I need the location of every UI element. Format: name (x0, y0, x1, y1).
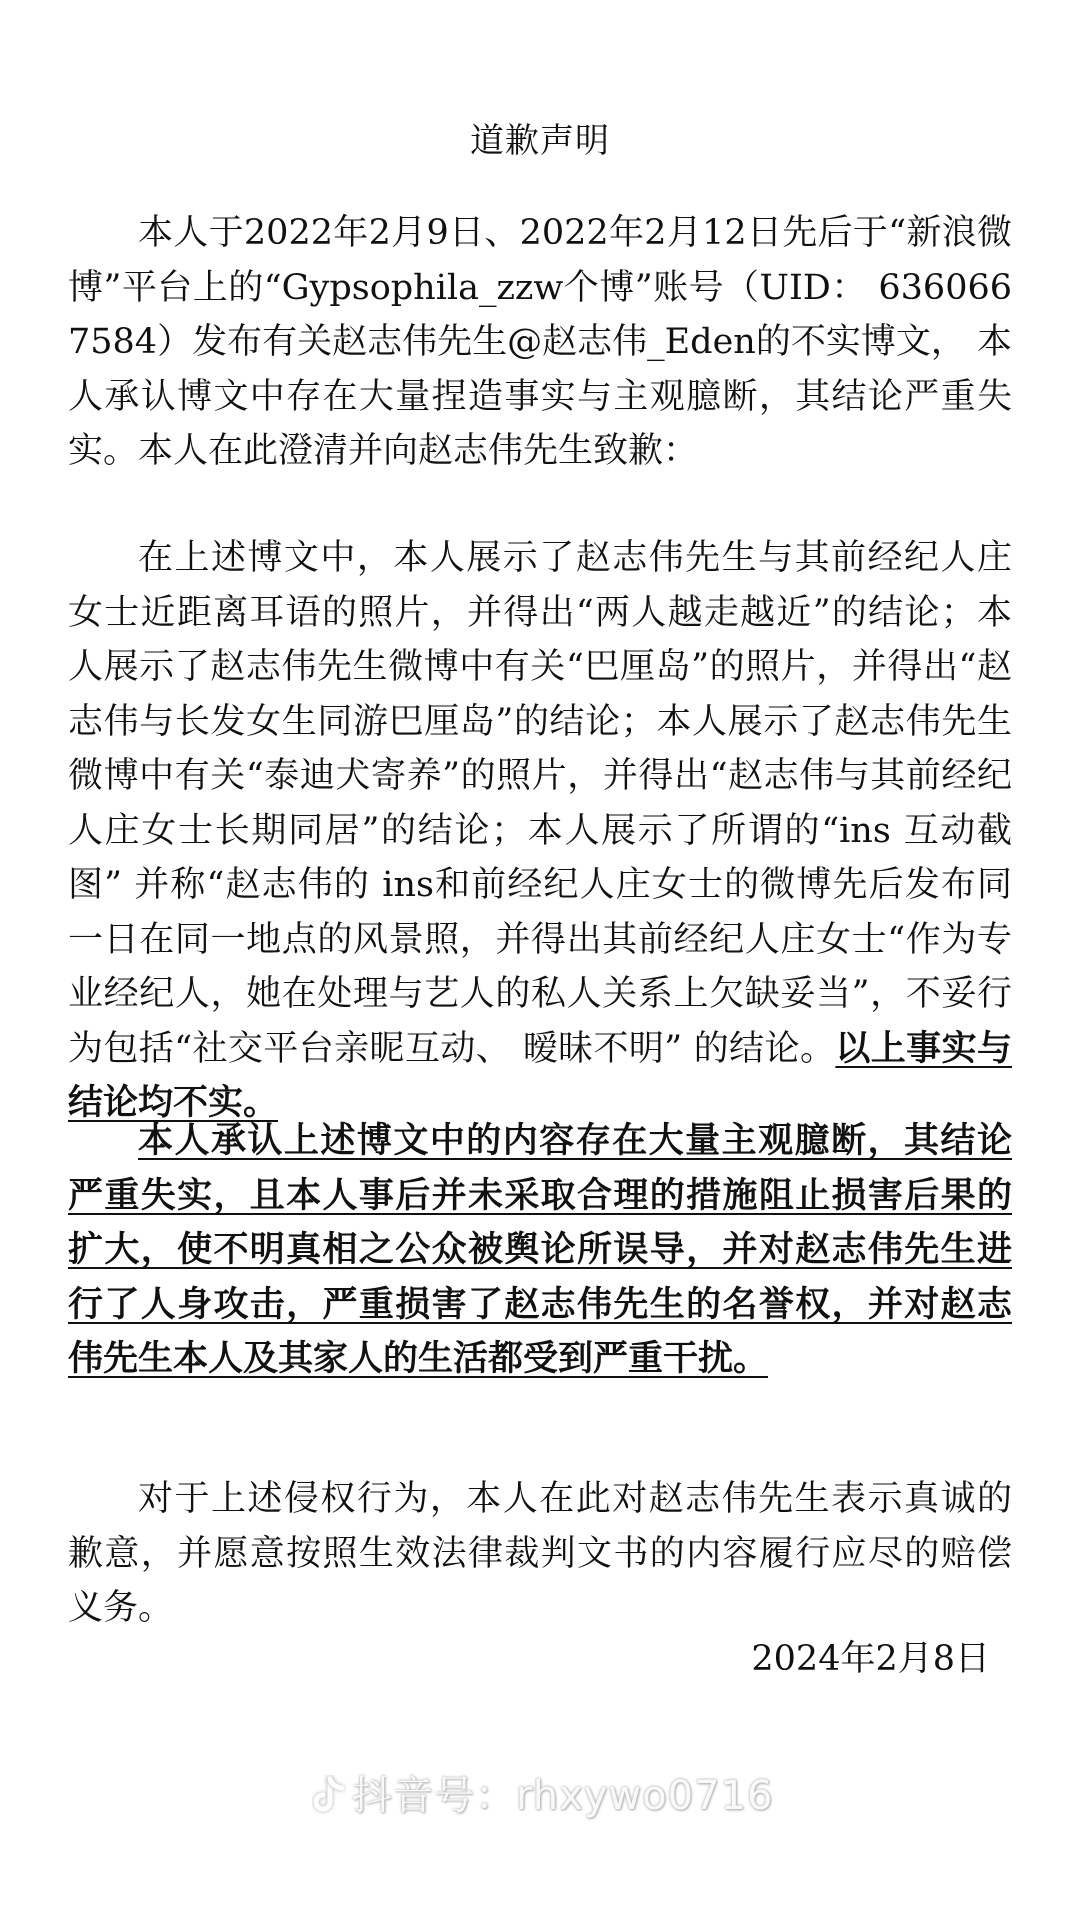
paragraph-details (68, 531, 1012, 1131)
douyin-logo-icon (312, 1775, 346, 1815)
paragraph-intro: 本人于2022年2月9日、2022年2月12日先后于“新浪微博”平台上的“Gypsophila_zzw个博”账号（UID： 6360667584）发布有关赵志伟先生@赵志伟_Eden的不实博文， 本人承认博文中存在大量捏造事实与主观臆断，其结论严重失实。本人在此澄清并向赵志伟先生致歉： (68, 213, 1012, 471)
watermark-text: 抖音号：rhxywo0716 (352, 1773, 774, 1819)
document-title: 道歉声明 (470, 121, 610, 161)
document-date: 2024年2月8日 (751, 1639, 990, 1679)
paragraph-admission (68, 1114, 1012, 1387)
paragraph-apology: 对于上述侵权行为，本人在此对赵志伟先生表示真诚的歉意，并愿意按照生效法律裁判文书的内容履行应尽的赔偿义务。 (68, 1479, 1012, 1628)
paragraph-details-text: 在上述博文中，本人展示了赵志伟先生与其前经纪人庄女士近距离耳语的照片，并得出“两人越走越近”的结论；本人展示了赵志伟先生微博中有关“巴厘岛”的照片，并得出“赵志伟与长发女生同游巴厘岛”的结论；本人展示了赵志伟先生微博中有关“泰迪犬寄养”的照片，并得出“赵志伟与其前经纪人庄女士长期同居”的结论；本人展示了所谓的“ins 互动截图” 并称“赵志伟的 ins和前经纪人庄女士的微博先后发布同一日在同一地点的风景照，并得出其前经纪人庄女士“作为专业经纪人，她在处理与艺人的私人关系上欠缺妥当”，不妥行为包括“社交平台亲昵互动、 暧昧不明” 的结论。 (68, 538, 1012, 1069)
watermark (312, 1770, 773, 1822)
paragraph-admission-emphasis: 本人承认上述博文中的内容存在大量主观臆断，其结论严重失实，且本人事后并未采取合理的措施阻止损害后果的扩大，使不明真相之公众被舆论所误导，并对赵志伟先生进行了人身攻击，严重损害了赵志伟先生的名誉权，并对赵志伟先生本人及其家人的生活都受到严重干扰。 (68, 1121, 1012, 1379)
paragraph-details-emphasis: 以上事实与结论均不实。 (68, 1028, 1012, 1123)
